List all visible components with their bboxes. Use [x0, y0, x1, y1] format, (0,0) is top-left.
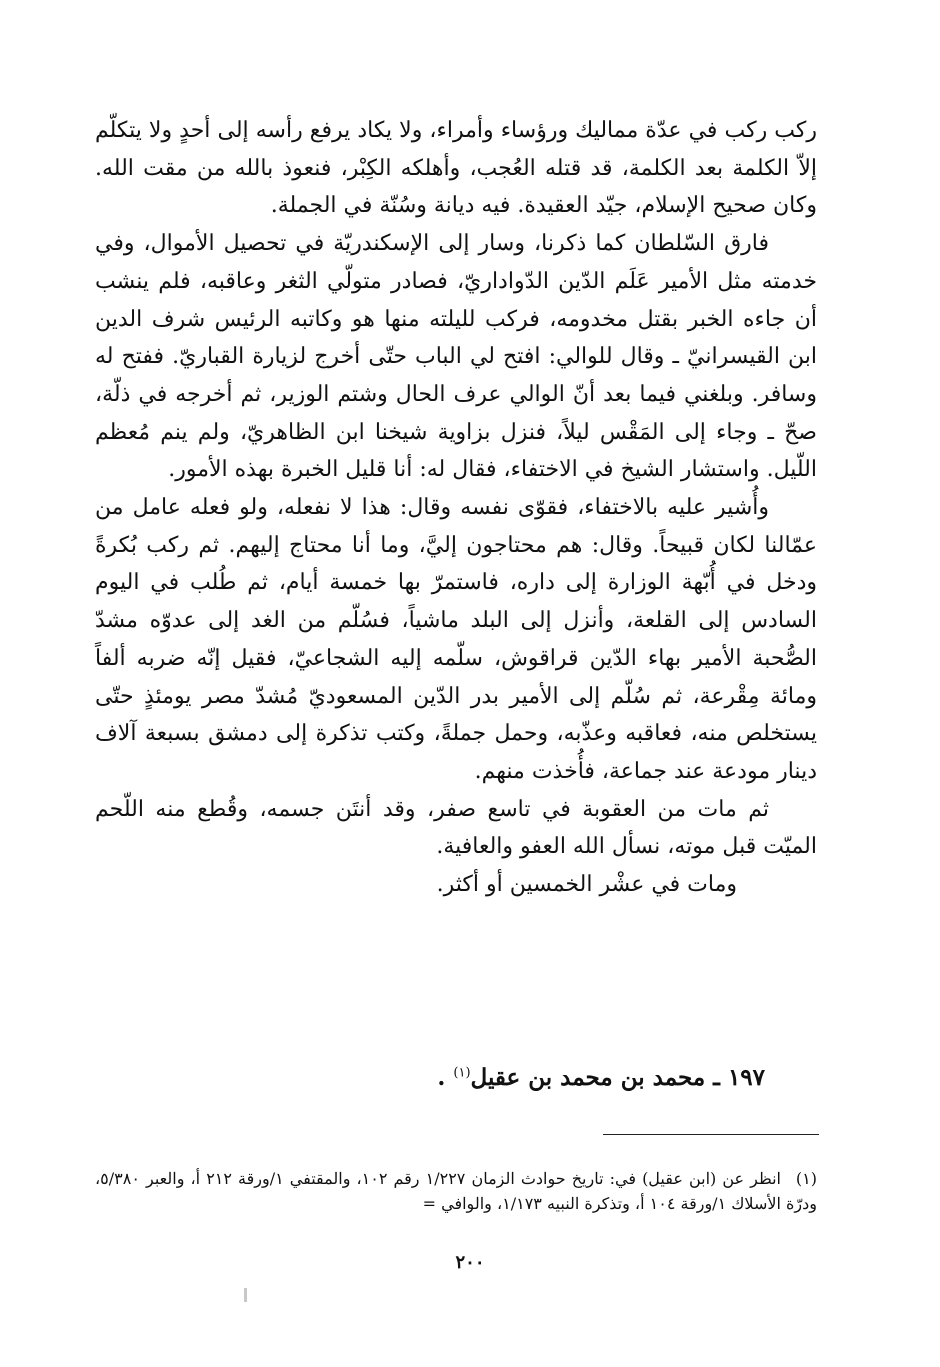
- main-text: [95, 112, 817, 904]
- footnote-divider: [603, 1134, 819, 1135]
- paragraph-5: ومات في عشْر الخمسين أو أكثر.: [436, 872, 737, 898]
- scan-artifact: [244, 1288, 247, 1302]
- paragraph-2: فارق السّلطان كما ذكرنا، وسار إلى الإسكندريّة في تحصيل الأموال، وفي خدمته مثل الأمير عَلَم الدّين الدّواداريّ، فصادر متولّي الثغر وعاقبه، فلم ينشب أن جاءه الخبر بقتل مخدومه، فركب لليلته منها هو وكاتبه الرئيس شرف الدين ابن القيسرانيّ ـ وقال للوالي: افتح لي الباب حتّى أخرج لزيارة القباريّ. ففتح له وسافر. وبلغني فيما بعد أنّ الوالي عرف الحال وشتم الوزير، ثم أخرجه في ذلّة، صحّ ـ وجاء إلى المَقْس ليلاً، فنزل بزاوية شيخنا ابن الظاهريّ، ولم ينم مُعظم اللّيل. واستشار الشيخ في الاختفاء، فقال له: أنا قليل الخبرة بهذه الأمور.: [95, 231, 817, 483]
- paragraph-3: وأُشير عليه بالاختفاء، فقوّى نفسه وقال: هذا لا نفعله، ولو فعله عامل من عمّالنا لكان قبيحاً. وقال: هم محتاجون إليَّ، وما أنا محتاج إليهم. ثم ركب بُكرةً ودخل في أُبّهة الوزارة إلى داره، فاستمرّ بها خمسة أيام، ثم طُلب في اليوم السادس إلى القلعة، وأنزل إلى البلد ماشياً، فسُلّم من الغد إلى عدوّه مشدّ الصُّحبة الأمير بهاء الدّين قراقوش، سلّمه إليه الشجاعيّ، فقيل إنّه ضربه ألفاً ومائة مِقْرعة، ثم سُلّم إلى الأمير بدر الدّين المسعوديّ مُشدّ مصر يومئذٍ حتّى يستخلص منه، فعاقبه وعذّبه، وحمل جملةً، وكتب تذكرة إلى دمشق بسبعة آلاف دينار مودعة عند جماعة، فأُخذت منهم.: [95, 495, 817, 784]
- footnote-reference[interactable]: (١): [453, 1065, 471, 1081]
- paragraph-4: ثم مات من العقوبة في تاسع صفر، وقد أنتَن جسمه، وقُطع منه اللّحم الميّت قبل موته، نسأل الله العفو والعافية.: [95, 796, 817, 860]
- footnote-marker: (١): [795, 1169, 817, 1188]
- footnote-text: انظر عن (ابن عقيل) في: تاريخ حوادث الزمان ١/٢٢٧ رقم ١٠٢، والمقتفي ١/ورقة ٢١٢ أ، والعبر ٥/٣٨٠، ودرّة الأسلاك ١/ورقة ١٠٤ أ، وتذكرة النبيه ١/١٧٣، والوافي =: [95, 1169, 817, 1213]
- paragraph-1: ركب ركب في عدّة مماليك ورؤساء وأمراء، ولا يكاد يرفع رأسه إلى أحدٍ ولا يتكلّم إلاّ الكلمة بعد الكلمة، قد قتله العُجب، وأهلكه الكِبْر، فنعوذ بالله من مقت الله. وكان صحيح الإسلام، جيّد العقيدة. فيه ديانة وسُنّة في الجملة.: [95, 118, 817, 219]
- entry-heading-trailing: .: [437, 1064, 446, 1091]
- footnotes: [95, 1166, 817, 1216]
- entry-heading-text: ١٩٧ ـ محمد بن محمد بن عقيل: [470, 1064, 765, 1091]
- entry-heading: [265, 1064, 765, 1091]
- page-number: ٢٠٠: [455, 1252, 485, 1273]
